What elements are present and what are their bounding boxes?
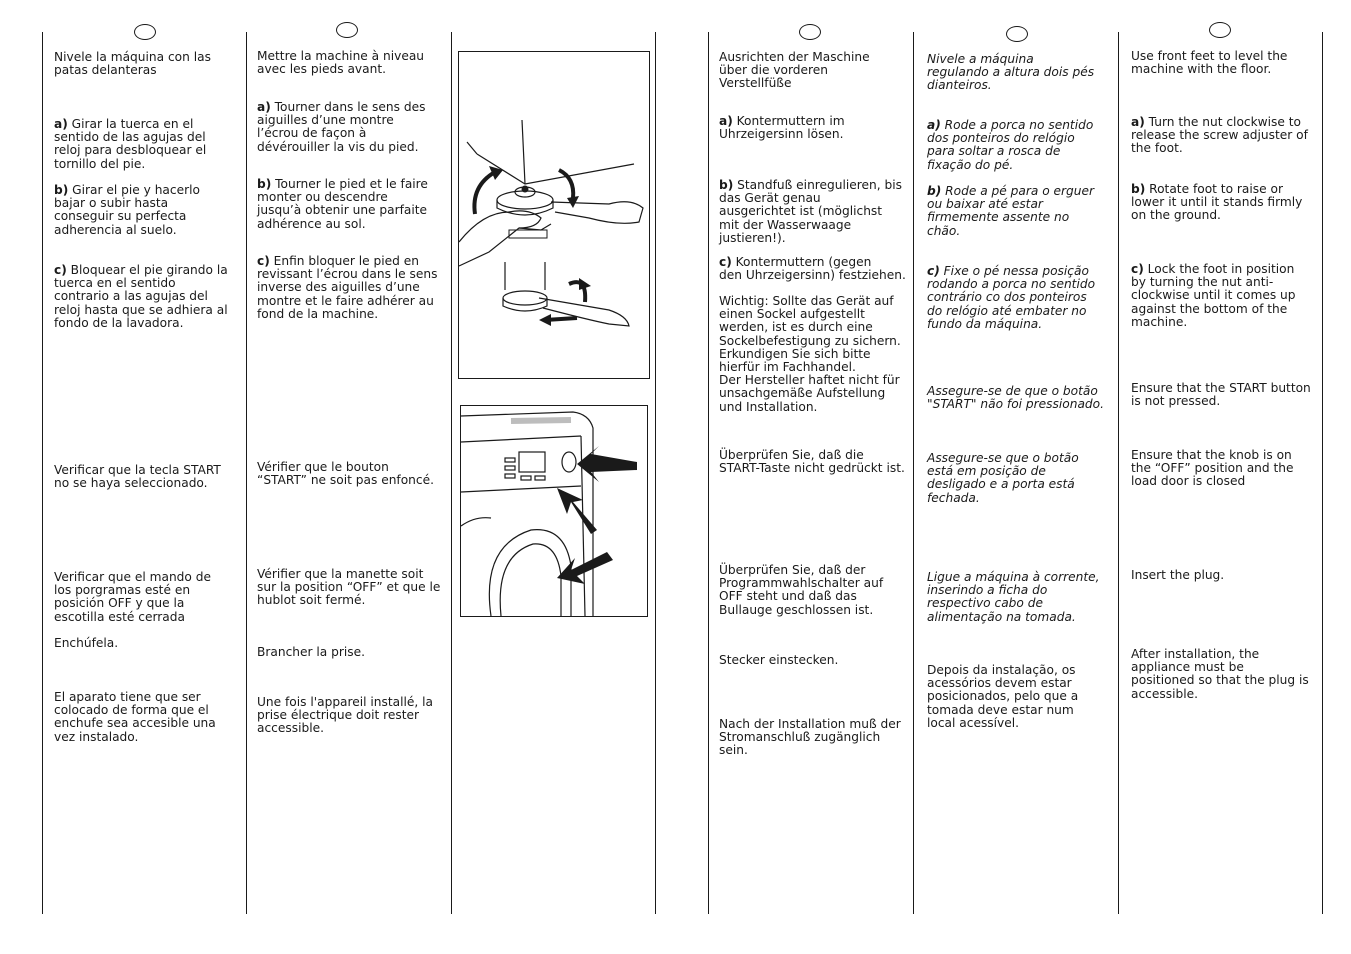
step-label: c): [257, 254, 270, 268]
level-instruction: Mettre la machine à niveau avec les pieds avant.: [257, 49, 425, 77]
foot-adjustment-figure: [458, 51, 650, 379]
step-c: [257, 255, 437, 321]
step-text: Lock the foot in position by turning the nut anti- clockwise until it comes up against the bottom of the machine.: [1131, 262, 1296, 329]
step-b: [719, 179, 902, 245]
level-instruction: Ausrichten der Maschine über die vorderen Verstellfüße: [719, 50, 870, 91]
step-a: [257, 101, 425, 154]
column-divider: [708, 32, 709, 914]
warning-note: Wichtig: Sollte das Gerät auf einen Sockel aufgestellt werden, ist es durch eine Sockelbefestigung zu sichern. Erkundigen Sie sich bitte hierfür im Fachhandel. Der Hersteller haftet nicht für unsachgemäße Aufstellung und Installation.: [719, 294, 901, 414]
plug-instruction: Insert the plug.: [1131, 568, 1225, 582]
column-divider: [1118, 32, 1119, 914]
step-c: [927, 265, 1095, 331]
step-b: [1131, 183, 1302, 223]
machine-front-illustration: [461, 406, 647, 616]
step-label: b): [257, 177, 272, 191]
step-text: Tourner le pied et le faire monter ou descendre jusqu’à obtenir une parfaite adhérence au sol.: [257, 177, 428, 231]
step-a: [719, 115, 845, 141]
step-text: Kontermuttern (gegen den Uhrzeigersinn) festziehen.: [719, 255, 906, 283]
plug-instruction: Stecker einstecken.: [719, 653, 839, 667]
step-c: [1131, 263, 1296, 329]
step-label: a): [1131, 115, 1145, 129]
access-note: Depois da instalação, os acessórios devem estar posicionados, pelo que a tomada deve estar num local acessível.: [927, 663, 1079, 730]
step-label: a): [719, 114, 733, 128]
step-label: c): [1131, 262, 1144, 276]
column-divider: [42, 32, 43, 914]
step-text: Tourner dans le sens des aiguilles d’une montre l’écrou de façon à dévérouiller la vis du pied.: [257, 100, 426, 154]
step-text: Rode a porca no sentido dos ponteiros do relógio para soltar a rosca de fixação do pé.: [927, 118, 1094, 172]
step-a: [54, 118, 206, 171]
step-text: Girar la tuerca en el sentido de las agujas del reloj para desbloquear el tornillo del pie.: [54, 117, 207, 171]
language-marker-french: [336, 22, 358, 38]
step-text: Turn the nut clockwise to release the screw adjuster of the foot.: [1131, 115, 1308, 156]
step-c: [719, 256, 906, 282]
language-marker-english: [1209, 22, 1231, 38]
start-check: Assegure-se de que o botão "START" não foi pressionado.: [927, 384, 1104, 412]
level-instruction: Use front feet to level the machine with the floor.: [1131, 49, 1288, 77]
step-label: b): [54, 183, 69, 197]
plug-instruction: Ligue a máquina à corrente, inserindo a ficha do respectivo cabo de alimentação na tomada.: [927, 570, 1100, 624]
start-check: Überprüfen Sie, daß die START-Taste nicht gedrückt ist.: [719, 448, 905, 476]
language-marker-portuguese: [1006, 26, 1028, 42]
access-note: After installation, the appliance must be positioned so that the plug is accessible.: [1131, 647, 1309, 701]
step-text: Standfuß einregulieren, bis das Gerät genau ausgerichtet ist (möglichst mit der Wasserwaage justieren!).: [719, 178, 902, 245]
start-check: Verificar que la tecla START no se haya seleccionado.: [54, 463, 221, 491]
step-label: a): [257, 100, 271, 114]
step-text: Enfin bloquer le pied en revissant l’écrou dans le sens inverse des aiguilles d’une montre et le faire adhérer au fond de la machine.: [257, 254, 438, 321]
step-label: c): [719, 255, 732, 269]
knob-check: Vérifier que la manette soit sur la position “OFF” et que le hublot soit fermé.: [257, 567, 441, 608]
column-divider: [1322, 32, 1323, 914]
start-check: Ensure that the START button is not pressed.: [1131, 381, 1311, 409]
step-text: Bloquear el pie girando la tuerca en el sentido contrario a las agujas del reloj hasta que se adhiera al fondo de la lavadora.: [54, 263, 228, 330]
plug-instruction: Brancher la prise.: [257, 645, 365, 659]
step-c: [54, 264, 228, 330]
knob-check: Überprüfen Sie, daß der Programmwahlschalter auf OFF steht und daß das Bullauge geschlossen ist.: [719, 563, 884, 617]
step-a: [927, 119, 1093, 172]
step-label: b): [719, 178, 734, 192]
machine-front-figure: [460, 405, 648, 617]
level-instruction: Nivele a máquina regulando a altura dois pés dianteiros.: [927, 52, 1095, 93]
language-marker-german: [799, 24, 821, 40]
knob-check: Verificar que el mando de los porgramas esté en posición OFF y que la escotilla esté cerrada: [54, 570, 211, 624]
knob-check: Ensure that the knob is on the “OFF” position and the load door is closed: [1131, 448, 1294, 489]
step-label: a): [54, 117, 68, 131]
step-text: Girar el pie y hacerlo bajar o subir hasta conseguir su perfecta adherencia al suelo.: [54, 183, 200, 237]
column-divider: [246, 32, 247, 914]
knob-check: Assegure-se que o botão está em posição de desligado e a porta está fechada.: [927, 451, 1079, 505]
column-divider: [655, 32, 656, 914]
access-note: El aparato tiene que ser colocado de forma que el enchufe sea accesible una vez instalado.: [54, 690, 216, 744]
foot-adjustment-illustration: [459, 52, 649, 378]
step-label: c): [54, 263, 67, 277]
language-marker-spanish: [134, 24, 156, 40]
step-text: Fixe o pé nessa posição rodando a porca no sentido contrário co dos ponteiros do relógio até embater no fundo da máquina.: [927, 264, 1096, 331]
step-b: [54, 184, 200, 237]
step-text: Kontermuttern im Uhrzeigersinn lösen.: [719, 114, 845, 142]
step-b: [257, 178, 428, 231]
start-check: Vérifier que le bouton “START” ne soit pas enfoncé.: [257, 460, 434, 488]
step-label: a): [927, 118, 941, 132]
column-divider: [913, 32, 914, 914]
step-a: [1131, 116, 1308, 156]
level-instruction: Nivele la máquina con las patas delanteras: [54, 50, 211, 78]
step-label: b): [927, 184, 942, 198]
step-label: b): [1131, 182, 1146, 196]
step-text: Rode a pé para o erguer ou baixar até estar firmemente assente no chão.: [927, 184, 1095, 238]
step-b: [927, 185, 1094, 238]
access-note: Nach der Installation muß der Stromanschluß zugänglich sein.: [719, 717, 901, 758]
step-text: Rotate foot to raise or lower it until it stands firmly on the ground.: [1131, 182, 1303, 223]
plug-instruction: Enchúfela.: [54, 636, 119, 650]
step-label: c): [927, 264, 940, 278]
column-divider: [451, 32, 452, 914]
access-note: Une fois l'appareil installé, la prise électrique doit rester accessible.: [257, 695, 433, 736]
